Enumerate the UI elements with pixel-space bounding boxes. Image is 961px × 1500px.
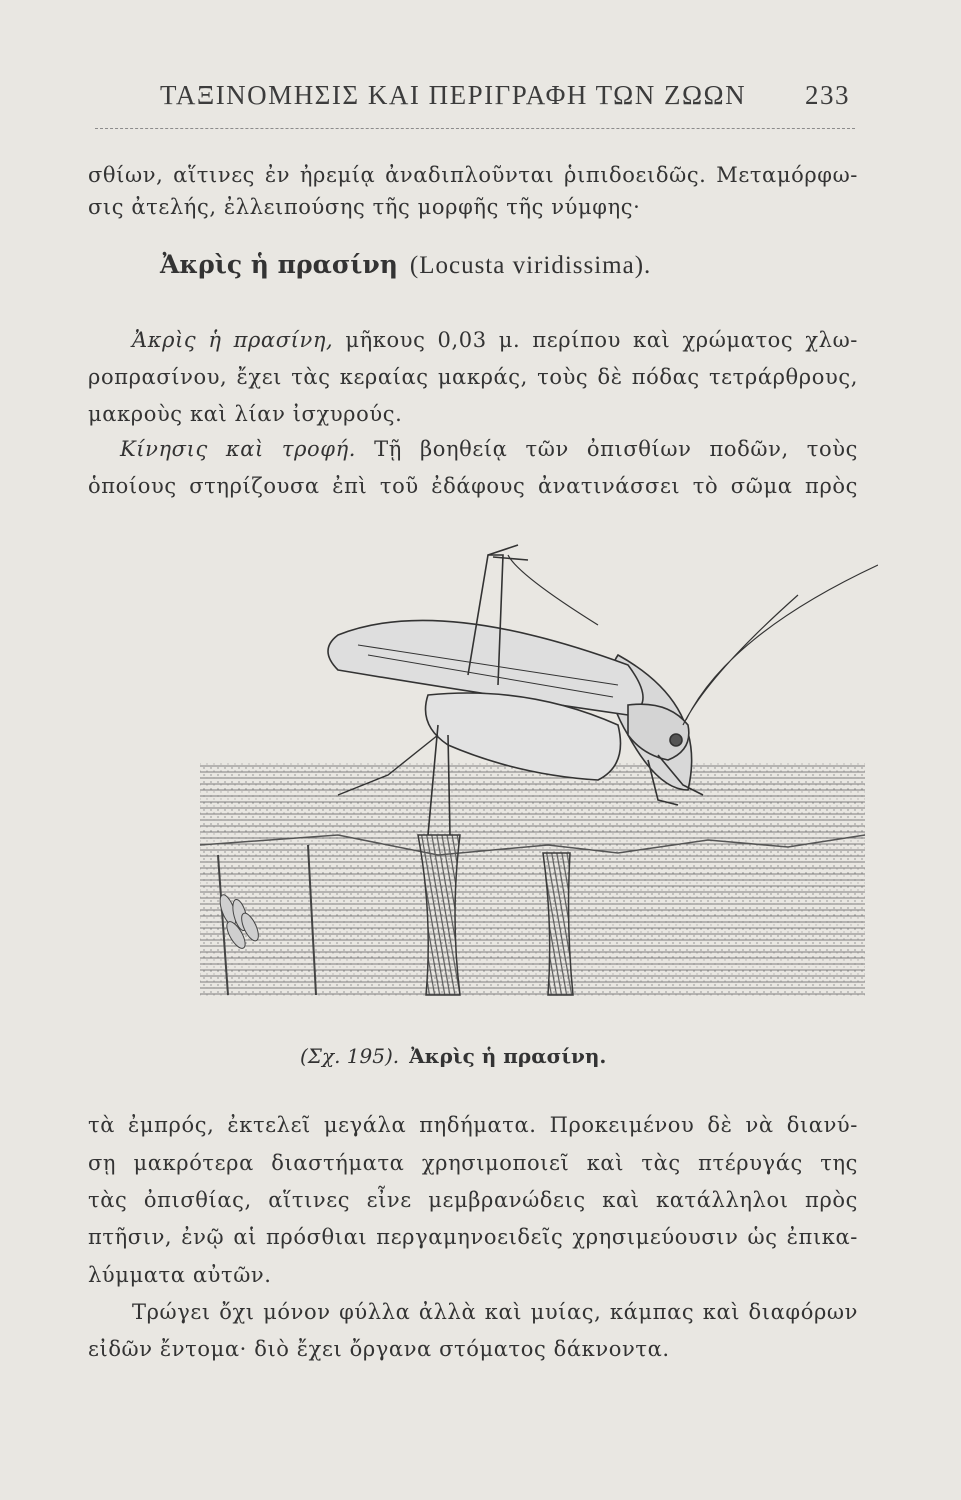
figure-number: (Σχ. 195). [300,1044,400,1068]
description-lead: Ἀκρὶς ἡ πρασίνη, [132,328,334,352]
section-title [160,250,800,280]
movement-lead: Κίνησις καὶ τροφή. [120,437,357,461]
movement-line-2: ὁποίους στηρίζουσα ἐπὶ τοῦ ἐδάφους ἀνατινάσσει τὸ σῶμα πρὸς [88,474,858,498]
ground-section [200,763,865,998]
continuation-line-3: τὰς ὀπισθίας, αἵτινες εἶνε μεμβρανώδεις καὶ κατάλληλοι πρὸς [88,1188,858,1212]
figure-caption [300,1044,700,1068]
food-line-2: εἰδῶν ἔντομα· διὸ ἔχει ὄργανα στόματος δάκνοντα. [88,1337,670,1361]
continuation-line-4: πτῆσιν, ἐνῷ αἱ πρόσθιαι περγαμηνοειδεῖς χρησιμεύουσιν ὡς ἐπικα- [88,1225,858,1249]
description-line-3: μακροὺς καὶ λίαν ἰσχυρούς. [88,402,403,426]
section-title-latin: (Locusta viridissima). [409,252,652,279]
continuation-line-2: σῃ μακρότερα διαστήματα χρησιμοποιεῖ καὶ τὰς πτέρυγάς της [88,1151,858,1175]
page-header [160,80,850,120]
page-number: 233 [805,80,850,110]
section-title-greek: Ἀκρὶς ἡ πρασίνη [160,250,398,279]
movement-line-1 [120,434,858,464]
figure-title: Ἀκρὶς ἡ πρασίνη. [409,1044,607,1068]
intro-line-1: σθίων, αἵτινες ἐν ἠρεμίᾳ ἀναδιπλοῦνται ῥιπιδοειδῶς. Μεταμόρφω- [88,163,858,187]
description-line-2: ροπρασίνου, ἔχει τὰς κεραίας μακράς, τοὺς δὲ πόδας τετράρθρους, [88,365,858,389]
food-line-1: Τρώγει ὄχι μόνον φύλλα ἀλλὰ καὶ μυίας, κάμπας καὶ διαφόρων [132,1300,858,1324]
description-line-1-rest: μῆκους 0,03 μ. περίπου καὶ χρώματος χλω- [345,328,858,352]
running-title: ΤΑΞΙΝΟΜΗΣΙΣ ΚΑΙ ΠΕΡΙΓΡΑΦΗ ΤΩΝ ΖΩΩΝ [160,80,747,110]
grasshopper-illustration [188,535,878,1000]
header-rule [95,128,855,129]
movement-line-1-rest: Τῇ βοηθείᾳ τῶν ὀπισθίων ποδῶν, τοὺς [374,437,858,461]
intro-line-2: σις ἀτελής, ἐλλειπούσης τῆς μορφῆς τῆς νύμφης· [88,195,641,219]
continuation-line-5: λύμματα αὐτῶν. [88,1263,272,1287]
description-line-1 [132,325,858,355]
continuation-line-1: τὰ ἐμπρός, ἐκτελεῖ μεγάλα πηδήματα. Προκειμένου δὲ νὰ διανύ- [88,1113,858,1137]
